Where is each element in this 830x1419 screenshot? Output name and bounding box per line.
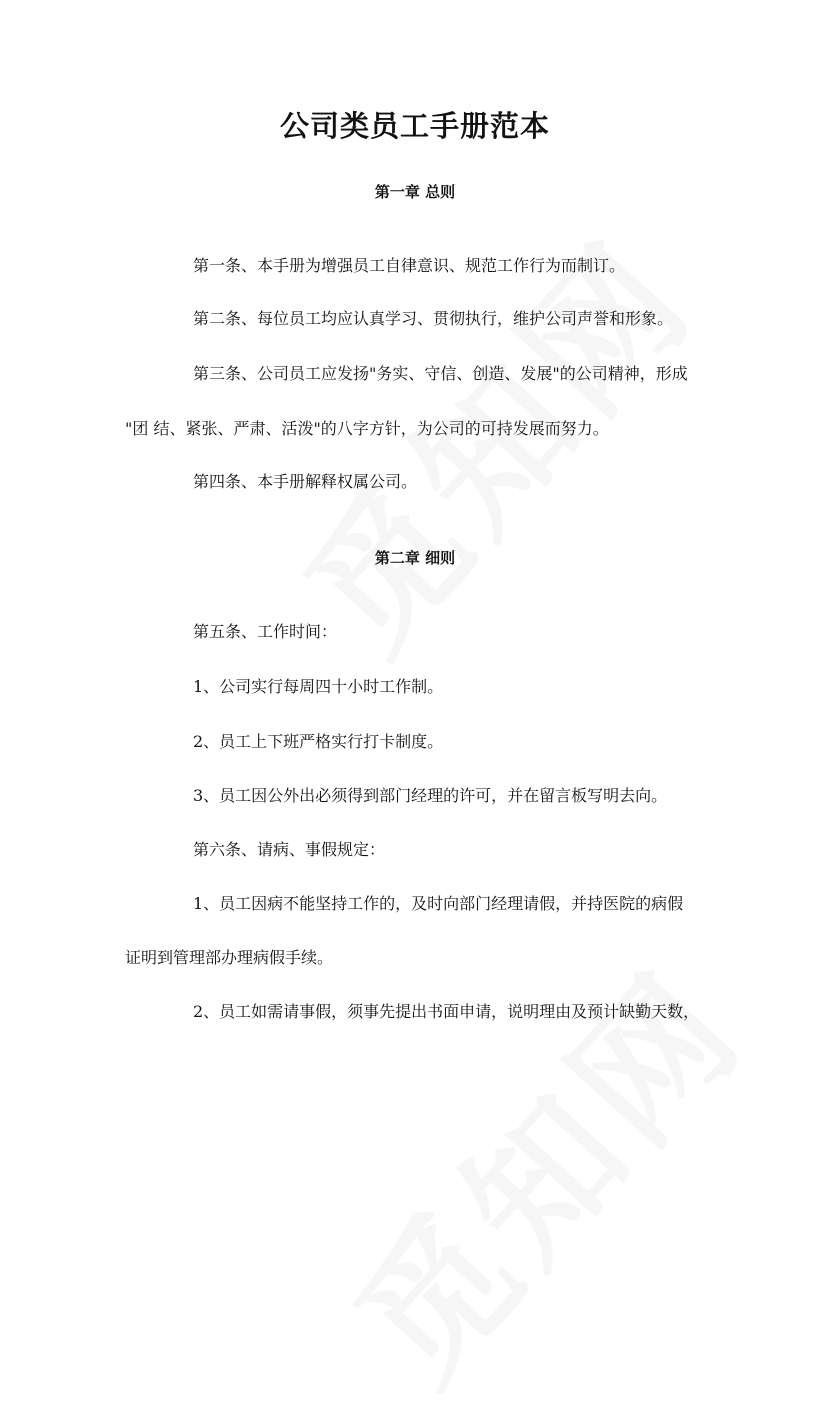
- watermark: [299, 917, 781, 1418]
- article-line: 2、员工上下班严格实行打卡制度。: [193, 732, 444, 751]
- article-line: 第二条、每位员工均应认真学习、贯彻执行，维护公司声誉和形象。: [193, 309, 674, 328]
- article-line: 第四条、本手册解释权属公司。: [193, 472, 418, 491]
- chapter-heading: 第二章 细则: [374, 549, 456, 567]
- article-line: 3、员工因公外出必须得到部门经理的许可，并在留言板写明去向。: [193, 786, 668, 805]
- article-line: 第六条、请病、事假规定：: [193, 840, 386, 859]
- article-line: 第五条、工作时间：: [193, 622, 338, 641]
- article-line: 2、员工如需请事假，须事先提出书面申请，说明理由及预计缺勤天数，: [193, 1002, 700, 1021]
- article-line: 1、公司实行每周四十小时工作制。: [193, 677, 444, 696]
- article-line: 第三条、公司员工应发扬"务实、守信、创造、发展"的公司精神，形成: [193, 364, 688, 383]
- page-title: 公司类员工手册范本: [279, 109, 550, 143]
- article-line: 1、员工因病不能坚持工作的，及时向部门经理请假，并持医院的病假: [193, 894, 684, 913]
- article-line: 证明到管理部办理病假手续。: [125, 948, 334, 967]
- article-line: 第一条、本手册为增强员工自律意识、规范工作行为而制订。: [193, 256, 626, 275]
- article-line: "团 结、紧张、严肃、活泼"的八字方针，为公司的可持发展而努力。: [125, 419, 609, 438]
- chapter-heading: 第一章 总则: [374, 183, 456, 201]
